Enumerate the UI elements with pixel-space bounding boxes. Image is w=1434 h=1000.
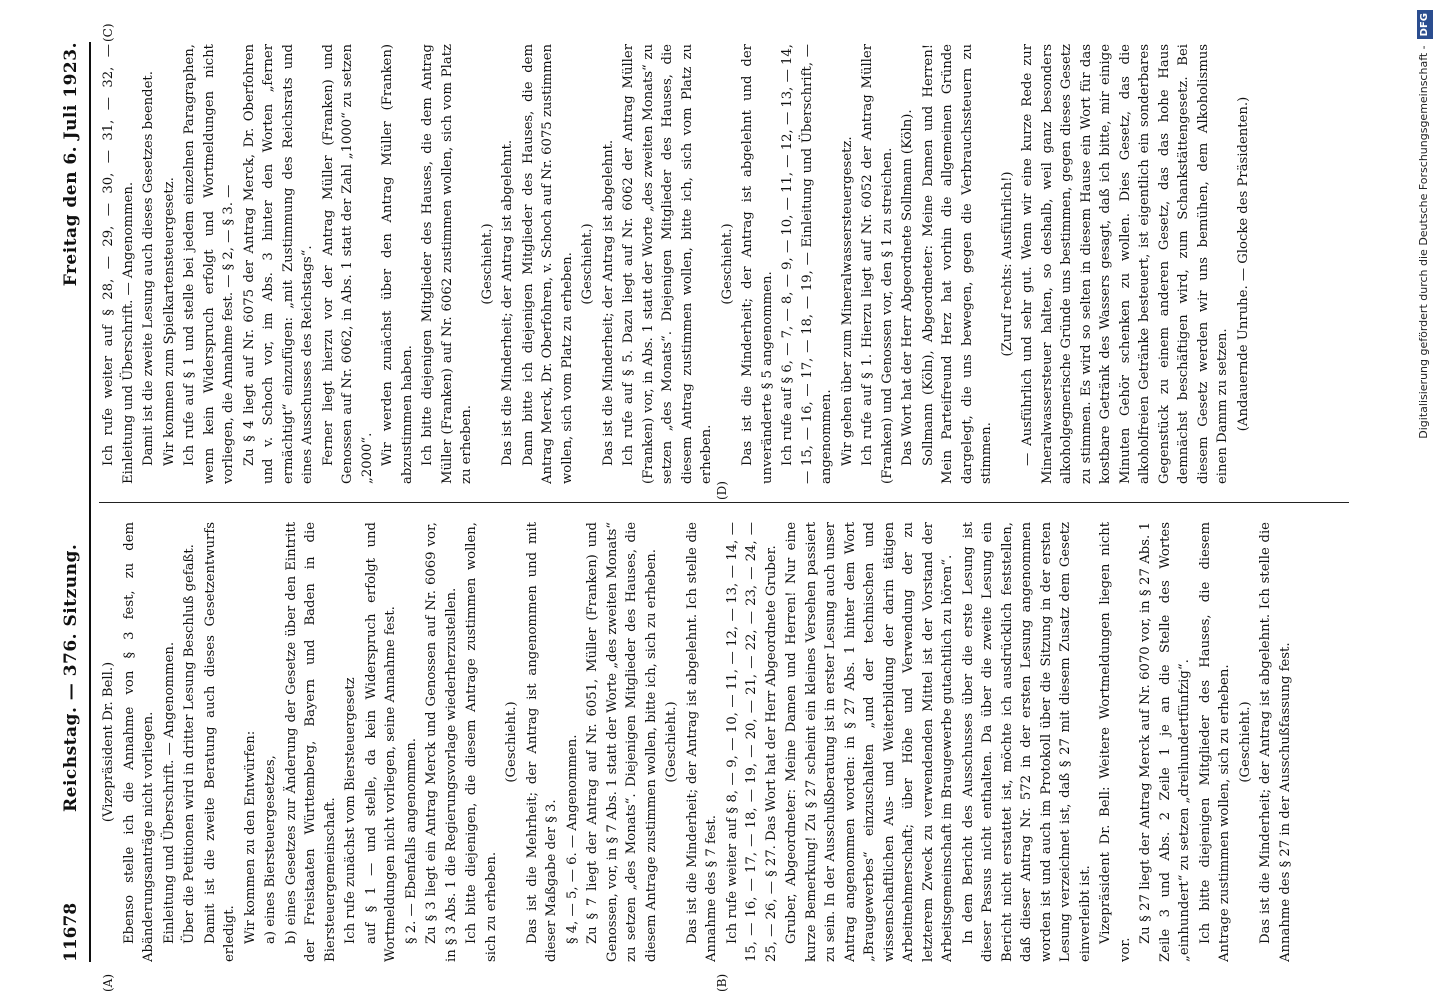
page-number: 11678: [61, 902, 81, 962]
paragraph: Vizepräsident Dr. Bell: Weitere Wortmeldungen liegen nicht vor.: [1098, 522, 1133, 962]
paragraph: Ich rufe auf § 5. Dazu liegt auf Nr. 6062 der Antrag Müller (Franken) vor, in Abs. 1 statt der Worte „des zweiten Monats“ zu setzen „des Monats“. Diejenigen Mitglieder des Hauses, die diesem Antrag zustimmen wollen, bitte ich, sich vom Platz zu erheben.: [621, 44, 714, 484]
paragraph: Einleitung und Überschrift. — Angenommen.: [161, 641, 177, 944]
paragraph: — Ausführlich und sehr gut. Wenn wir eine kurze Rede zur Mineralwassersteuer halten, so deshalb, weil ganz besonders alkoholgegnerische Gründe uns bestimmen, gegen dieses Gesetz zu stimmen. Es wird so selten in diesem Hause ein Wort für das kostbare Getränk des Wassers gesagt, daß ich bitte, mir einige Minuten Gehör schenken zu wollen. Dies Gesetz, das die alkoholfreien Getränke besteuert, ist eigentlich ein sonderbares Gegenstück zu einem anderen Gesetz, das das hohe Haus demnächst beschäftigen wird, zum Schankstättengesetz. Bei diesem Gesetz werden wir uns bemühen, dem Alkoholismus einen Damm zu setzen.: [1020, 44, 1230, 484]
credit-text: Digitalisierung gefördert durch die Deutsche Forschungsgemeinschaft -: [1417, 45, 1430, 439]
paragraph: Gruber, Abgeordneter: Meine Damen und Herren! Nur eine kurze Bemerkung! Zu § 27 scheint ein kleines Versehen passiert zu sein. In der Ausschußberatung ist in erster Lesung auch unser Antrag angenommen worden: in § 27 Abs. 1 hinter dem Wort „Braugewerbes“ einzuschalten „und der technischen und wissenschaftlichen Aus- und Weiterbildung der darin tätigen Arbeitnehmerschaft; über Höhe und Verwendung der zu letzterem Zweck zu verwendenden Mittel ist der Vorstand der Arbeitsgemeinschaft im Braugewerbe gutachtlich zu hören“.: [784, 522, 955, 962]
paragraph: Ebenso stelle ich die Annahme von § 3 fest, zu dem Abänderungsanträge nicht vorliegen.: [121, 522, 156, 962]
paragraph: Das ist die Mehrheit; der Antrag ist angenommen und mit dieser Maßgabe der § 3.: [524, 522, 559, 962]
paragraph: Ich bitte diejenigen Mitglieder des Hauses, die dem Antrag Müller (Franken) auf Nr. 6062 zustimmen wollen, sich vom Platz zu erheben.: [420, 44, 474, 484]
paragraph: Ich rufe weiter auf § 28, — 29, — 30, — 31, — 32, — Einleitung und Überschrift. — Angenommen.: [101, 44, 136, 484]
paragraph: Wir werden zunächst über den Antrag Müller (Franken) abzustimmen haben.: [380, 44, 415, 484]
paragraph: Ferner liegt hierzu vor der Antrag Müller (Franken) und Genossen auf Nr. 6062, in Abs. 1 statt der Zahl „1000“ zu setzen „2000“.: [320, 44, 375, 484]
paragraph: Ich rufe auf § 1 und stelle bei jedem einzelnen Paragraphen, wenn kein Widerspruch erfolgt und Wortmeldungen nicht vorliegen, die Annahme fest. — § 2, — § 3. —: [182, 44, 236, 484]
paragraph: Ich rufe auf § 1. Hierzu liegt auf Nr. 6052 der Antrag Müller (Franken) und Genossen vor, den § 1 zu streichen.: [860, 44, 895, 484]
paragraph: (Zuruf rechts: Ausführlich!): [999, 171, 1015, 357]
dfg-logo: DFG: [1417, 10, 1433, 39]
left-column: [99, 522, 1349, 962]
right-column: [99, 44, 1349, 484]
paragraph: Zu § 27 liegt der Antrag Merck auf Nr. 6070 vor, in § 27 Abs. 1 Zeile 3 und Abs. 2 Zeile 1 je an die Stelle des Wortes „einhundert“ zu setzen „dreihundertfünfzig“.: [1138, 522, 1192, 962]
paragraph: Wir kommen zum Spielkartensteuergesetz.: [161, 177, 177, 466]
paragraph: Zu § 4 liegt auf Nr. 6075 der Antrag Merck, Dr. Oberfohren und v. Schoch vor, im Abs. 3 hinter den Worten „ferner ermächtigt“ einzufügen: „mit Zustimmung des Reichsrats und eines Ausschusses des Reichstags“.: [241, 44, 315, 484]
paragraph: Sollmann (Köln), Abgeordneter: Meine Damen und Herren! Mein Parteifreund Herz hat vorhin die allgemeinen Gründe dargelegt, die uns bewegen, gegen die Verbrauchssteuern zu stimmen.: [920, 44, 994, 484]
paragraph: a) eines Biersteuergesetzes,: [263, 755, 278, 944]
paragraph: § 2. — Ebenfalls angenommen.: [403, 738, 419, 944]
paragraph: Über die Petitionen wird in dritter Lesung Beschluß gefaßt.: [182, 544, 197, 944]
margin-marker-d: (D): [715, 481, 729, 500]
paragraph: Damit ist die zweite Beratung auch dieses Gesetzentwurfs erledigt.: [202, 522, 237, 962]
paragraph: Ich rufe weiter auf § 8, — 9, — 10, — 11, — 12, — 13, — 14, — 15, — 16, — 17, — 18, — 19, — 20, — 21, — 22, — 23, — 24, — 25, — 26, — § 27. Das Wort hat der Herr Abgeordnete Gruber.: [724, 522, 779, 962]
margin-marker-b: (B): [715, 973, 729, 992]
header-right-title: Freitag den 6. Juli 1923.: [61, 42, 81, 287]
paragraph: Zu § 3 liegt ein Antrag Merck und Genossen auf Nr. 6069 vor, in § 3 Abs. 1 die Regierungsvorlage wiederherzustellen.: [424, 522, 459, 962]
paragraph: (Geschieht.): [580, 223, 595, 305]
paragraph: (Geschieht.): [719, 223, 735, 305]
paragraph: (Geschieht.): [664, 701, 679, 783]
paragraph: Das ist die Minderheit; der Antrag ist abgelehnt. Ich stelle die Annahme des § 7 fest.: [684, 522, 719, 962]
paragraph: Dann bitte ich diejenigen Mitglieder des Hauses, die dem Antrag Merck, Dr. Oberfohren, v. Schoch auf Nr. 6075 zustimmen wollen, sich vom Platz zu erheben.: [520, 44, 575, 484]
paragraph: (Geschieht.): [1237, 701, 1253, 783]
paragraph: Das Wort hat der Herr Abgeordnete Sollmann (Köln).: [900, 109, 915, 466]
paragraph: In dem Bericht des Ausschusses über die erste Lesung ist dieser Passus nicht enthalten. Da über die zweite Lesung ein Bericht nicht erstattet ist, möchte ich ausdrücklich feststellen, daß dieser Antrag Nr. 572 in der ersten Lesung angenommen worden ist und auch im Protokoll über die Sitzung in der ersten Lesung verzeichnet ist, daß § 27 mit diesem Zusatz dem Gesetz einverleibt ist.: [960, 522, 1093, 962]
paragraph: Ich bitte diejenigen, die diesem Antrage zustimmen wollen, sich zu erheben.: [464, 522, 499, 962]
paragraph: Ich bitte diejenigen Mitglieder des Hauses, die diesem Antrage zustimmen wollen, sich zu erheben.: [1197, 522, 1232, 962]
paragraph: b) eines Gesetzes zur Änderung der Gesetze über den Eintritt der Freistaaten Württemberg, Bayern und Baden in die Biersteuergemeinschaft.: [283, 522, 338, 962]
page-header: [55, 42, 91, 962]
paragraph: (Vizepräsident Dr. Bell.): [101, 661, 116, 823]
paragraph: (Geschieht.): [504, 701, 519, 783]
rotated-page: [55, 23, 1365, 992]
margin-marker-a: (A): [101, 973, 115, 992]
header-left-title: Reichstag. — 376. Sitzung.: [61, 543, 81, 812]
column-divider: [99, 502, 1349, 503]
paragraph: Damit ist die zweite Lesung auch dieses Gesetzes beendet.: [141, 71, 156, 466]
paragraph: Das ist die Minderheit; der Antrag ist abgelehnt. Ich stelle die Annahme des § 27 in der Ausschußfassung fest.: [1258, 522, 1293, 962]
paragraph: Ich rufe auf § 6, — 7, — 8, — 9, — 10, — 11, — 12, — 13, — 14, — 15, — 16, — 17, — 18, — 19, — Einleitung und Überschrift, — angenommen.: [780, 44, 834, 484]
paragraph: Das ist die Minderheit; der Antrag ist abgelehnt.: [500, 139, 515, 466]
paragraph: auf § 1 — und stelle, da kein Widerspruch erfolgt und Wortmeldungen nicht vorliegen, seine Annahme fest.: [363, 522, 398, 962]
paragraph: Das ist die Minderheit; der Antrag ist abgelehnt und der unveränderte § 5 angenommen.: [740, 44, 775, 484]
paragraph: Das ist die Minderheit; der Antrag ist abgelehnt.: [600, 139, 616, 466]
digitization-credit: [1416, 10, 1432, 990]
paragraph: Zu § 7 liegt der Antrag auf Nr. 6051, Müller (Franken) und Genossen, vor, in § 7 Abs. 1 statt der Worte „des zweiten Monats“ zu setzen „des Monats“. Diejenigen Mitglieder des Hauses, die diesem Antrage zustimmen wollen, bitte ich, sich zu erheben.: [585, 522, 659, 962]
paragraph: (Andauernde Unruhe. — Glocke des Präsidenten.): [1235, 96, 1251, 432]
paragraph: (Geschieht.): [479, 223, 495, 305]
paragraph: Wir gehen über zum Mineralwassersteuergesetz.: [839, 136, 855, 466]
paragraph: § 4, — 5, — 6. — Angenommen.: [564, 734, 580, 944]
paragraph: Ich rufe zunächst vom Biersteuergesetz: [343, 677, 358, 944]
margin-marker-c: (C): [101, 23, 115, 42]
paragraph: Wir kommen zu den Entwürfen:: [242, 730, 258, 944]
